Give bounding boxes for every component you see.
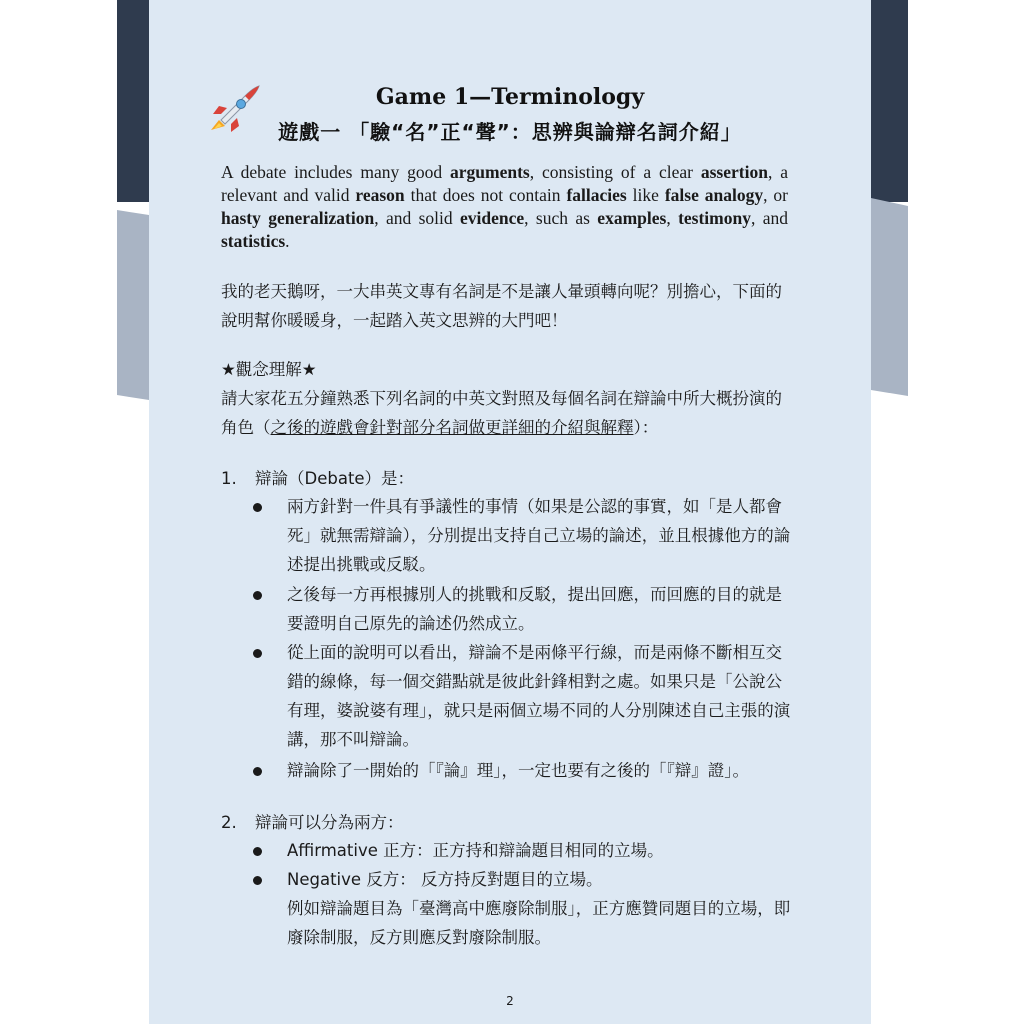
- list-item: 辯論除了一開始的「『論』理」，一定也要有之後的「『辯』證」。: [287, 761, 749, 780]
- concept-text: 請大家花五分鐘熟悉下列名詞的中英文對照及每個名詞在辯論中所大概扮演的角色（之後的遊戲會針對部分名詞做更詳細的介紹與解釋）：: [221, 389, 782, 437]
- bullet-dot: [253, 591, 262, 600]
- list-item: 從上面的說明可以看出，辯論不是兩條平行線，而是兩條不斷相互交錯的線條，每一個交錯點就是彼此針鋒相對之處。如果只是「公說公有理，婆說婆有理」，就只是兩個立場不同的人分別陳述自己主張的演講，那不叫辯論。: [287, 643, 791, 749]
- list-item: 兩方針對一件具有爭議性的事情（如果是公認的事實，如「是人都會死」就無需辯論），分別提出支持自己立場的論述，並且根據他方的論述提出挑戰或反駁。: [287, 497, 791, 574]
- section-1-heading: 1. 辯論（Debate）是：: [221, 469, 415, 488]
- chinese-intro: 我的老天鵝呀，一大串英文專有名詞是不是讓人暈頭轉向呢？別擔心，下面的說明幫你暖暖身，一起踏入英文思辨的大門吧！: [221, 282, 782, 330]
- bullet-dot: [253, 649, 262, 658]
- section-2-heading: 2. 辯論可以分為兩方：: [221, 813, 404, 832]
- bullet-dot: [253, 503, 262, 512]
- title-english: Game 1—Terminology: [375, 84, 645, 110]
- bullet-dot: [253, 767, 262, 776]
- bullet-dot: [253, 847, 262, 856]
- list-item-negative: Negative 反方： 反方持反對題目的立場。: [287, 870, 603, 889]
- list-item: 之後每一方再根據別人的挑戰和反駁，提出回應，而回應的目的就是要證明自己原先的論述仍然成立。: [287, 585, 782, 633]
- bullet-dot: [253, 876, 262, 885]
- title-chinese: 遊戲一 「驗“名”正“聲”：思辨與論辯名詞介紹」: [278, 120, 742, 144]
- example-text: 例如辯論題目為「臺灣高中應廢除制服」，正方應贊同題目的立場，即廢除制服，反方則應反對廢除制服。: [287, 899, 791, 947]
- list-item-affirmative: Affirmative 正方：正方持和辯論題目相同的立場。: [287, 841, 664, 860]
- intro-paragraph: A debate includes many good arguments, consisting of a clear assertion, a relevant and valid reason that does not contain fallacies like false analogy, or hasty generalization, and solid evidence, such as examples, testimony, and statistics.: [221, 162, 788, 251]
- page-number: 2: [506, 994, 514, 1008]
- concept-heading: ★觀念理解★: [221, 360, 317, 379]
